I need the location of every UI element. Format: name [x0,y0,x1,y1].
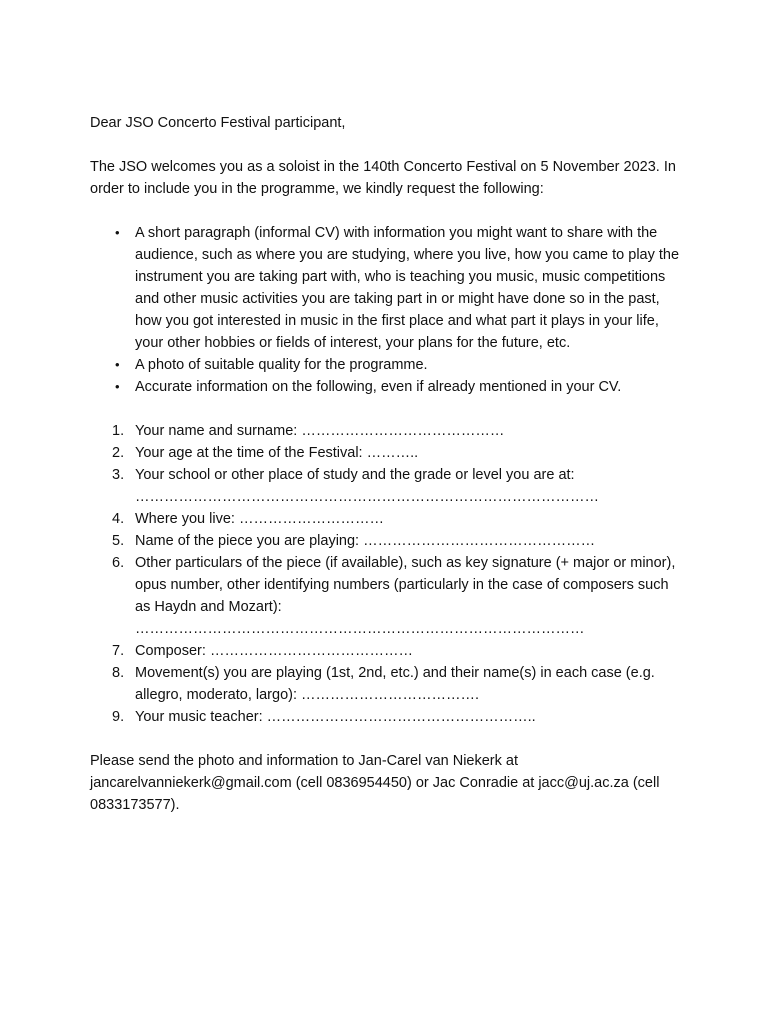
bullet-text: Accurate information on the following, even if already mentioned in your CV. [135,379,622,395]
field-text: Where you live: ………………………… [135,511,384,527]
field-text: Composer: …………………………………… [135,643,413,659]
bullet-item-information [115,376,680,398]
field-text: Your name and surname: …………………………………… [135,423,505,439]
field-number: 7. [112,643,125,659]
bullet-item-cv [115,222,680,354]
field-item-teacher [112,706,680,728]
field-text: Your age at the time of the Festival: ……….. [135,445,419,461]
field-item-residence [112,508,680,530]
field-item-name [112,420,680,442]
bullet-icon: • [115,379,120,394]
field-number: 6. [112,555,125,571]
field-item-movements [112,662,680,706]
field-number: 1. [112,423,125,439]
letter-body [90,112,680,816]
request-bullet-list [90,222,680,398]
field-number: 5. [112,533,125,549]
bullet-item-photo [115,354,680,376]
field-text: Other particulars of the piece (if available), such as key signature (+ major or minor), opus number, other identifying numbers (particularly in the case of composers such as Haydn and Mozart): ………………………………………………………………………………… [135,555,676,637]
field-number: 3. [112,467,125,483]
field-text: Movement(s) you are playing (1st, 2nd, etc.) and their name(s) in each case (e.g. allegro, moderato, largo): ………………………………. [135,665,655,703]
field-number: 9. [112,709,125,725]
closing-paragraph: Please send the photo and information to Jan-Carel van Niekerk at jancarelvanniekerk@gmail.com (cell 0836954450) or Jac Conradie at jacc@uj.ac.za (cell 0833173577). [90,753,660,813]
bullet-text: A photo of suitable quality for the programme. [135,357,428,373]
field-number: 4. [112,511,125,527]
field-number: 2. [112,445,125,461]
field-number: 8. [112,665,125,681]
salutation: Dear JSO Concerto Festival participant, [90,115,346,131]
bullet-icon: • [115,225,120,240]
field-item-age [112,442,680,464]
field-item-piece-name [112,530,680,552]
bullet-text: A short paragraph (informal CV) with information you might want to share with the audience, such as where you are studying, where you live, how you came to play the instrument you are taking part with, who is teaching you music, music competitions and other music activities you are taking part in or might have done so in the past, how you got interested in music in the first place and what part it plays in your life, your other hobbies or fields of interest, your plans for the future, etc. [135,225,680,351]
field-text: Name of the piece you are playing: ………………………………………… [135,533,596,549]
information-field-list [90,420,680,728]
bullet-icon: • [115,357,120,372]
field-item-composer [112,640,680,662]
field-text: Your school or other place of study and the grade or level you are at: …………………………………………………………………………………… [135,467,599,505]
field-text: Your music teacher: ……………………………………………….. [135,709,536,725]
intro-paragraph: The JSO welcomes you as a soloist in the 140th Concerto Festival on 5 November 2023. In order to include you in the programme, we kindly request the following: [90,159,676,197]
field-item-school [112,464,680,508]
field-item-piece-particulars [112,552,680,640]
